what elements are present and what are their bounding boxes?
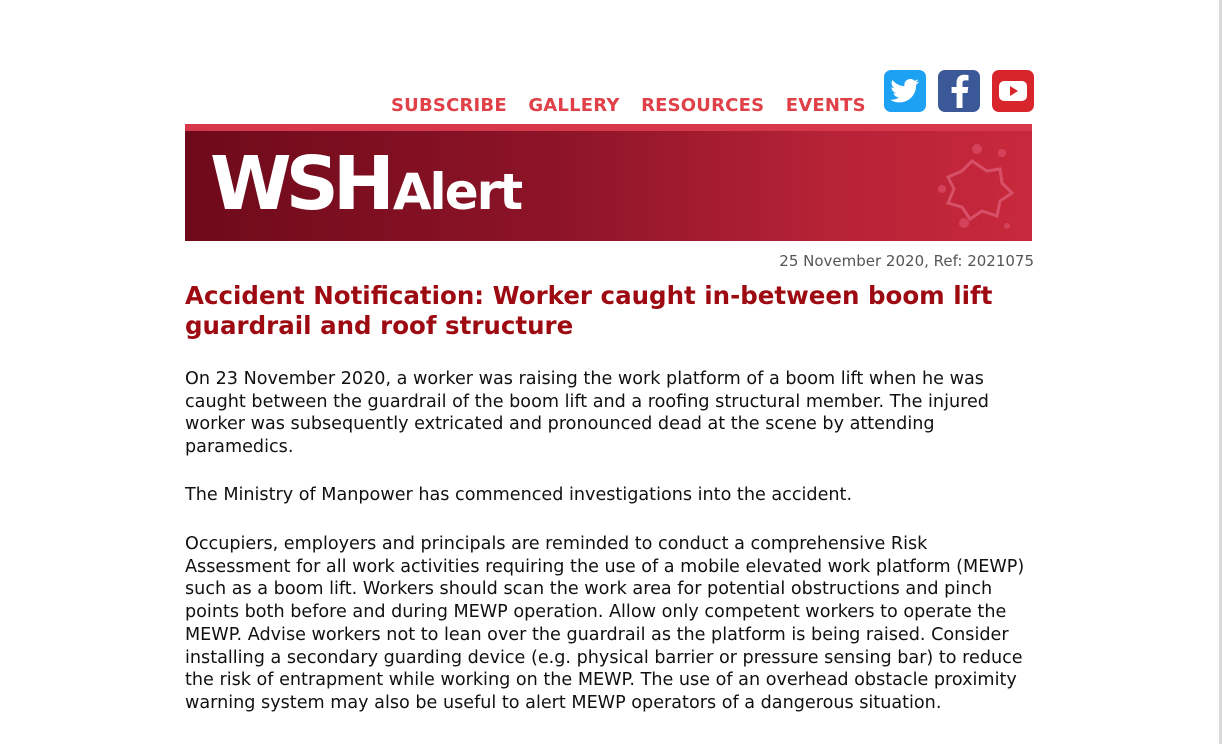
article-paragraph: The Ministry of Manpower has commenced investigations into the accident. [185,485,853,505]
wsh-alert-logo [210,141,521,227]
nav-subscribe-link[interactable]: SUBSCRIBE [391,95,507,116]
banner-top-stripe [185,124,1032,131]
logo-alert-text: Alert [392,163,522,221]
logo-wsh-text: WSH [210,141,389,227]
banner-decoration-icon [912,131,1032,241]
social-links [884,70,1034,112]
article-paragraph: On 23 November 2020, a worker was raising the work platform of a boom lift when he was caught between the guardrail of the boom lift and a roofing structural member. The injured worker was subsequently extricated and pronounced dead at the scene by attending paramedics. [185,369,989,458]
top-nav [391,95,866,116]
nav-gallery-link[interactable]: GALLERY [528,95,620,116]
article-paragraph: Occupiers, employers and principals are reminded to conduct a comprehensive Risk Assessment for all work activities requiring the use of a mobile elevated work platform (MEWP) such as a boom lift. Workers should scan the work area for potential obstructions and pinch points both before and during MEWP operation. Allow only competent workers to operate the MEWP. Advise workers not to lean over the guardrail as the platform is being raised. Consider installing a secondary guarding device (e.g. physical barrier or pressure sensing bar) to reduce the risk of entrapment while working on the MEWP. The use of an overhead obstacle proximity warning system may also be useful to alert MEWP operators of a dangerous situation. [185,534,1025,713]
nav-events-link[interactable]: EVENTS [785,95,866,116]
facebook-icon[interactable] [938,70,980,112]
nav-resources-link[interactable]: RESOURCES [641,95,765,116]
twitter-icon[interactable] [884,70,926,112]
date-reference: 25 November 2020, Ref: 2021075 [779,252,1034,270]
article-title: Accident Notification: Worker caught in-between boom lift guardrail and roof structure [185,281,993,340]
youtube-icon[interactable] [992,70,1034,112]
wsh-alert-banner [185,131,1032,241]
